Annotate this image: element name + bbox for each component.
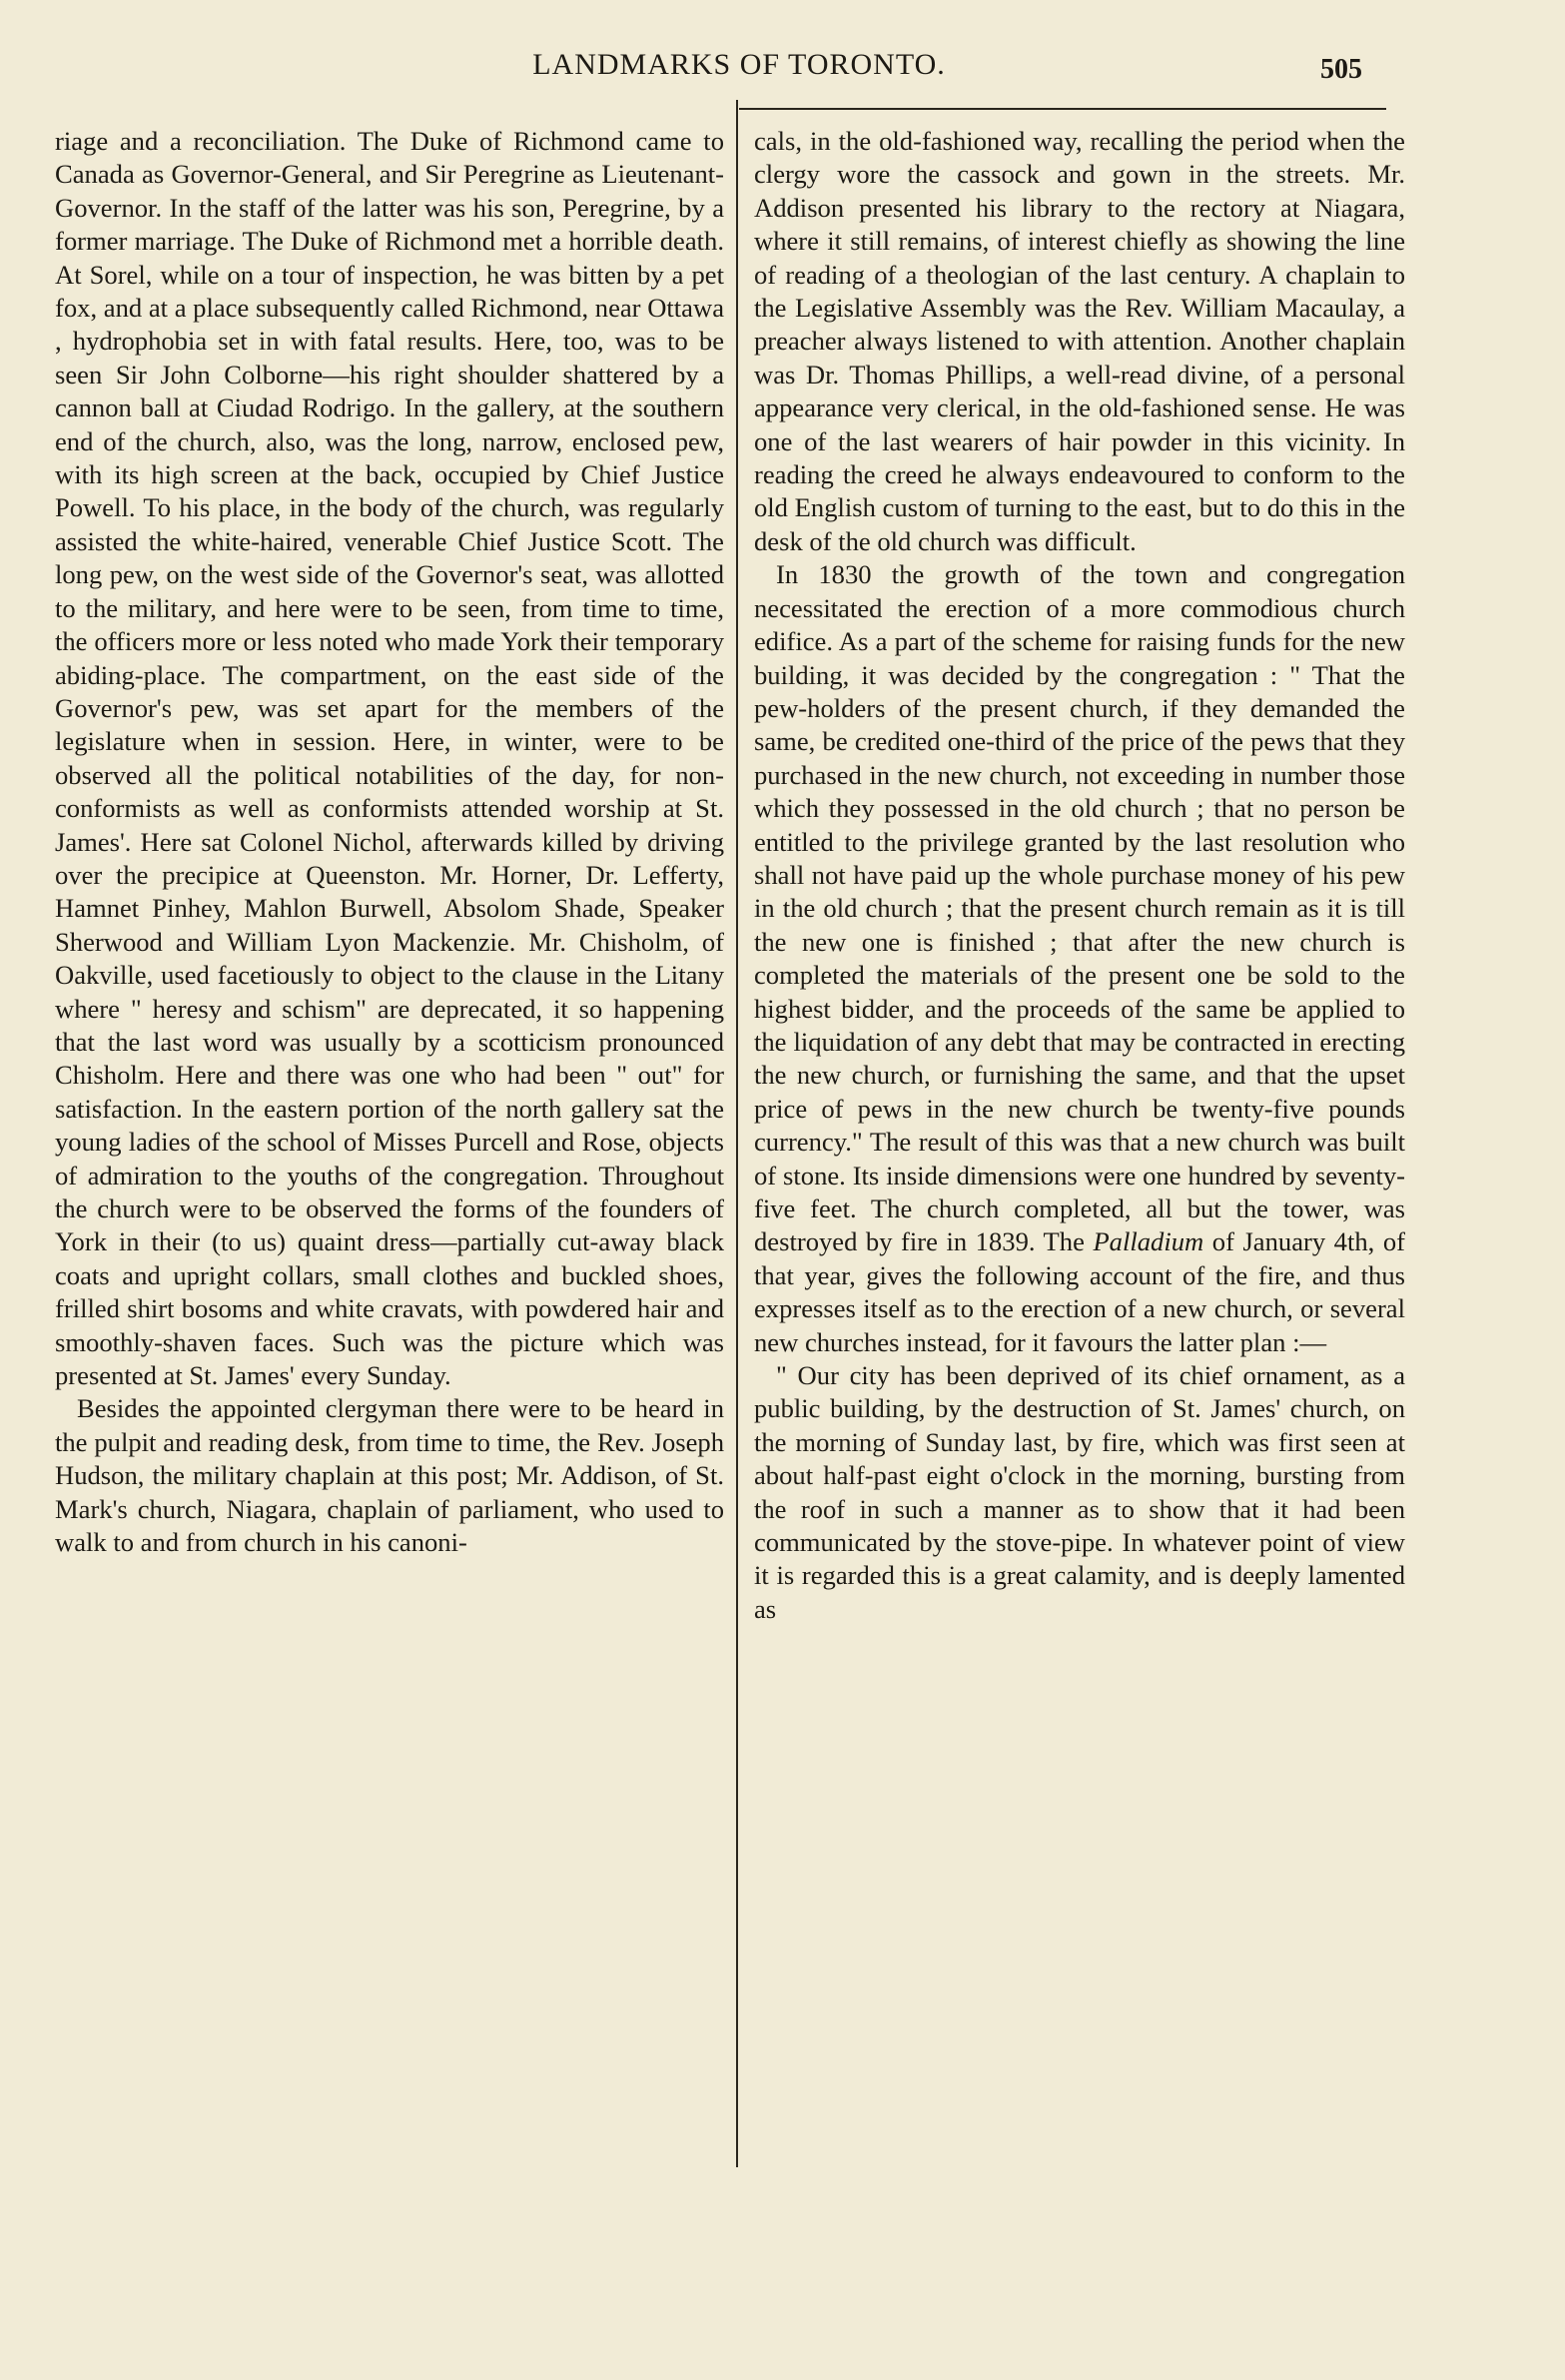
page-number: 505	[1320, 54, 1362, 85]
right-paragraph-1: cals, in the old-fashioned way, recalling the period when the clergy wore the cassock and gown in the streets. Mr. Addison presented his library to the rectory at Niagara, where it still remains, of interest chiefly as showing the line of reading of a theologian of the last century. A chaplain to the Legislative Assembly was the Rev. William Macaulay, a preacher always listened to with attention. Another chaplain was Dr. Thomas Phillips, a well-read divine, of a personal appearance very clerical, in the old-fashioned sense. He was one of the last wearers of hair powder in this vicinity. In reading the creed he always endeavoured to conform to the old English custom of turning to the east, but to do this in the desk of the old church was difficult.	[754, 126, 1405, 556]
right-column	[754, 125, 1405, 1626]
column-divider	[736, 100, 738, 2167]
right-paragraph-2-text-b: of January 4th, of that year, gives the following account of the fire, and thus expresses itself as to the erection of a new church, or several new churches instead, for it favours the latter plan :—	[754, 1226, 1405, 1357]
right-paragraph-3: " Our city has been deprived of its chief ornament, as a public building, by the destruction of St. James' church, on the morning of Sunday last, by fire, which was first seen at about half-past eight o'clock in the morning, bursting from the roof in such a manner as to show that it had been communicated by the stove-pipe. In whatever point of view it is regarded this is a great calamity, and is deeply lamented as	[754, 1360, 1405, 1624]
right-paragraph-2-text-a: In 1830 the growth of the town and congregation necessitated the erection of a more commodious church edifice. As a part of the scheme for raising funds for the new building, it was decided by the congregation : " That the pew-holders of the present church, if they demanded the same, be credited one-third of the price of the pews that they purchased in the new church, not exceeding in number those which they possessed in the old church ; that no person be entitled to the privilege granted by the last resolution who shall not have paid up the whole purchase money of his pew in the old church ; that the present church remain as it is till the new one is finished ; that after the new church is completed the materials of the present one be sold to the highest bidder, and the proceeds of the same be applied to the liquidation of any debt that may be contracted in erecting the new church, or furnishing the same, and that the upset price of pews in the new church be twenty-five pounds currency." The result of this was that a new church was built of stone. Its inside dimensions were one hundred by seventy-five feet. The church completed, all but the tower, was destroyed by fire in 1839. The	[754, 559, 1405, 1257]
left-column	[55, 125, 724, 1559]
left-paragraph-2: Besides the appointed clergyman there were to be heard in the pulpit and reading desk, from time to time, the Rev. Joseph Hudson, the military chaplain at this post; Mr. Addison, of St. Mark's church, Niagara, chaplain of parliament, who used to walk to and from church in his canoni-	[55, 1393, 724, 1558]
left-paragraph-1: riage and a reconciliation. The Duke of Richmond came to Canada as Governor-General, and Sir Peregrine as Lieutenant-Governor. In the staff of the latter was his son, Peregrine, by a former marriage. The Duke of Richmond met a horrible death. At Sorel, while on a tour of inspection, he was bitten by a pet fox, and at a place subsequently called Richmond, near Ottawa , hydrophobia set in with fatal results. Here, too, was to be seen Sir John Colborne—his right shoulder shattered by a cannon ball at Ciudad Rodrigo. In the gallery, at the southern end of the church, also, was the long, narrow, enclosed pew, with its high screen at the back, occupied by Chief Justice Powell. To his place, in the body of the church, was regularly assisted the white-haired, venerable Chief Justice Scott. The long pew, on the west side of the Governor's seat, was allotted to the military, and here were to be seen, from time to time, the officers more or less noted who made York their temporary abiding-place. The compartment, on the east side of the Governor's pew, was set apart for the members of the legislature when in session. Here, in winter, were to be observed all the political notabilities of the day, for non-conformists as well as conformists attended worship at St. James'. Here sat Colonel Nichol, afterwards killed by driving over the precipice at Queenston. Mr. Horner, Dr. Lefferty, Hamnet Pinhey, Mahlon Burwell, Absolom Shade, Speaker Sherwood and William Lyon Mackenzie. Mr. Chisholm, of Oakville, used facetiously to object to the clause in the Litany where " heresy and schism" are deprecated, it so happening that the last word was usually by a scotticism pronounced Chisholm. Here and there was one who had been " out" for satisfaction. In the eastern portion of the north gallery sat the young ladies of the school of Misses Purcell and Rose, objects of admiration to the youths of the congregation. Throughout the church were to be observed the forms of the founders of York in their (to us) quaint dress—partially cut-away black coats and upright collars, small clothes and buckled shoes, frilled shirt bosoms and white cravats, with powdered hair and smoothly-shaven faces. Such was the picture which was presented at St. James' every Sunday.	[55, 126, 724, 1391]
page-header	[0, 48, 1565, 88]
running-title: LANDMARKS OF TORONTO.	[532, 48, 946, 81]
palladium-title: Palladium	[1093, 1226, 1204, 1257]
right-paragraph-2	[754, 558, 1405, 1359]
header-rule	[739, 108, 1386, 110]
